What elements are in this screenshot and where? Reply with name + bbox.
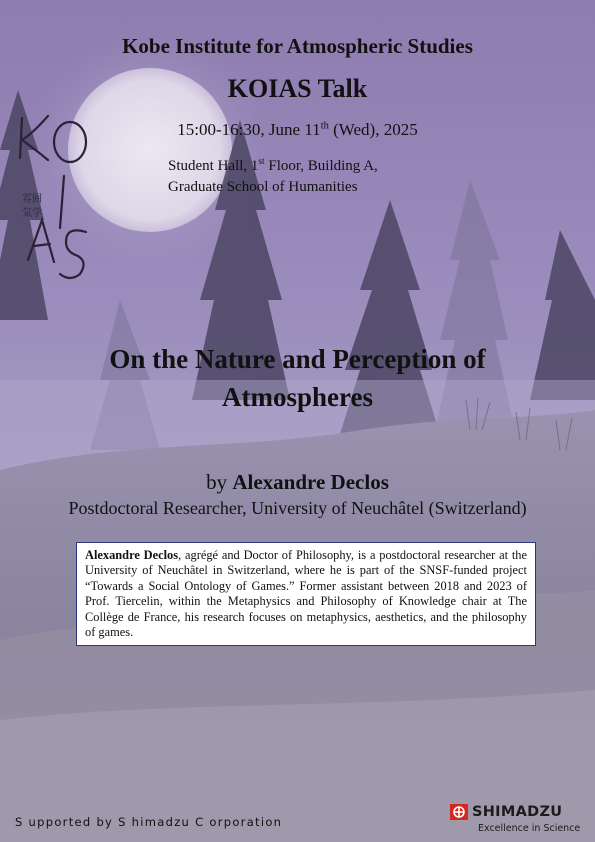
venue-line-2: Graduate School of Humanities [168,179,358,195]
sponsor-name: SHIMADZU [472,804,563,820]
bio-text: , agrégé and Doctor of Philosophy, is a postdoctoral researcher at the University of Neuchâtel in Switzerland, where he is part of the SNSF-funded project “Towards a Social Ontology of Games.” Former assistant between 2018 and 2023 of Prof. Tiercelin, within the Metaphysics and Philosophy of Knowledge chair at The Collège de France, his research focuses on metaphysics, aesthetics, and the philosophy of games. [85,548,527,640]
talk-datetime: 15:00-16:30, June 11th (Wed), 2025 [177,120,418,139]
title-line-1: On the Nature and Perception of [109,344,486,374]
speaker-bio-box [76,542,536,646]
title-line-2: Atmospheres [222,382,373,412]
speaker-byline: by Alexandre Declos [206,470,389,494]
talk-venue [168,152,468,198]
koias-logo-kanji: 雰囲 [22,194,42,205]
shimadzu-logo [450,804,590,838]
speaker-name: Alexandre Declos [232,470,389,494]
shimadzu-emblem-icon [450,804,468,820]
venue-line-1: Student Hall, 1st Floor, Building A, [168,157,378,174]
support-credit: S upported by S himadzu C orporation [15,815,283,829]
svg-text:気学: 気学 [22,208,42,219]
speaker-position: Postdoctoral Researcher, University of Neuchâtel (Switzerland) [68,498,527,518]
sponsor-tagline: Excellence in Science [478,823,581,834]
bio-name: Alexandre Declos [85,548,179,562]
talk-label: KOIAS Talk [227,74,368,103]
talk-title [0,340,595,416]
institute-name: Kobe Institute for Atmospheric Studies [122,34,473,58]
